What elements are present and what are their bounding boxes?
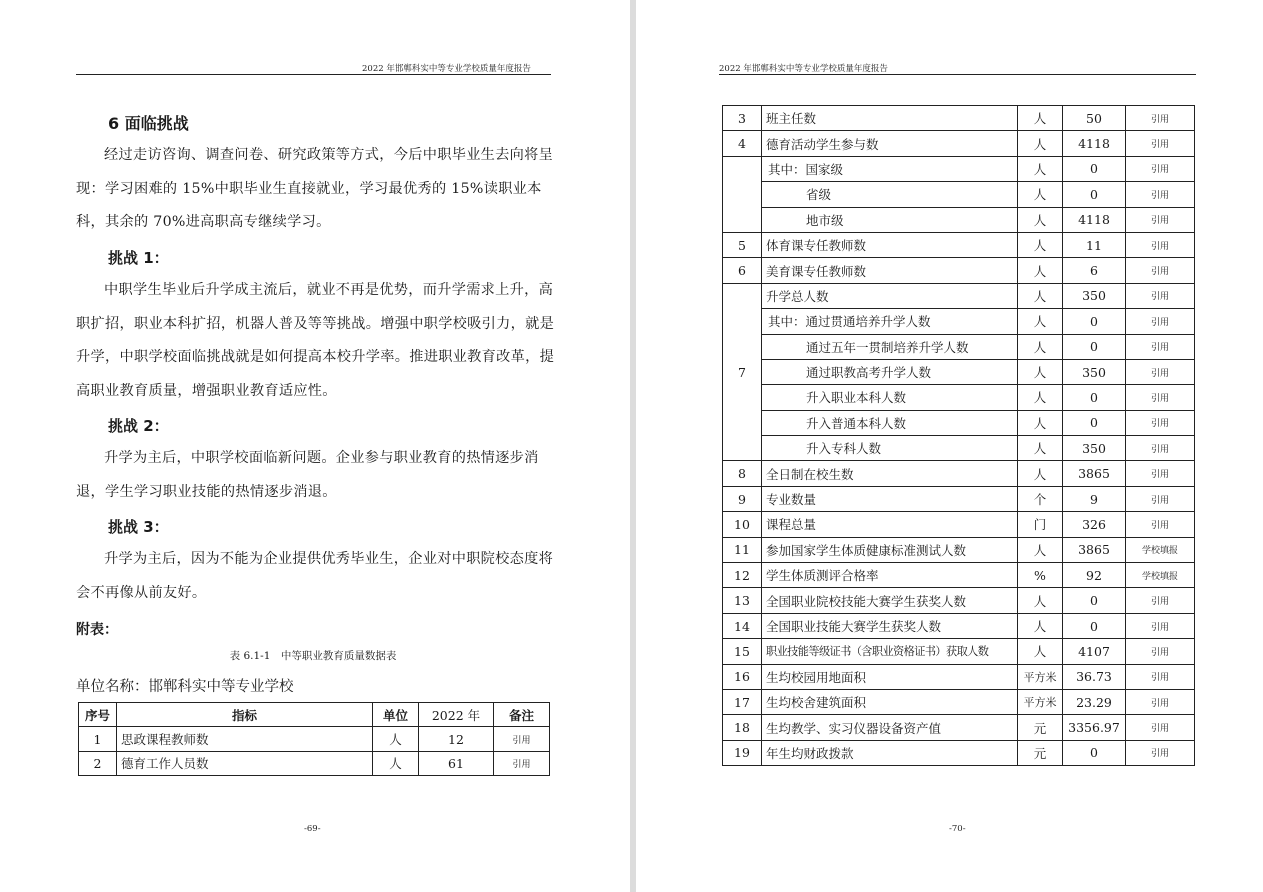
row-indicator: 其中：通过贯通培养升学人数 xyxy=(762,309,1018,334)
row-no: 9 xyxy=(723,486,762,511)
row-indicator: 专业数量 xyxy=(762,486,1018,511)
row-no: 15 xyxy=(723,639,762,664)
row-value: 350 xyxy=(1063,359,1126,384)
row-value: 92 xyxy=(1063,563,1126,588)
challenge-1-title: 挑战 1： xyxy=(108,249,169,267)
row-indicator: 体育课专任教师数 xyxy=(762,232,1018,257)
table-row xyxy=(723,664,1195,689)
header-indicator: 指标 xyxy=(117,703,373,727)
row-value: 0 xyxy=(1063,309,1126,334)
row-value: 0 xyxy=(1063,613,1126,638)
row-unit: 人 xyxy=(1018,436,1063,461)
table-row xyxy=(723,156,1195,181)
row-unit: 个 xyxy=(1018,486,1063,511)
row-unit: 人 xyxy=(1018,537,1063,562)
table-row xyxy=(723,334,1195,359)
row-indicator: 参加国家学生体质健康标准测试人数 xyxy=(762,537,1018,562)
row-note: 引用 xyxy=(1126,740,1195,765)
row-value: 61 xyxy=(419,751,494,775)
row-unit: 人 xyxy=(1018,334,1063,359)
row-unit: 人 xyxy=(1018,385,1063,410)
row-no: 14 xyxy=(723,613,762,638)
row-value: 0 xyxy=(1063,334,1126,359)
row-unit: 人 xyxy=(1018,106,1063,131)
row-unit: 人 xyxy=(1018,258,1063,283)
row-indicator: 通过职教高考升学人数 xyxy=(762,359,1018,384)
row-indicator: 生均教学、实习仪器设备资产值 xyxy=(762,715,1018,740)
quality-data-table-part2 xyxy=(722,105,1195,766)
row-note: 引用 xyxy=(1126,385,1195,410)
row-unit: 平方米 xyxy=(1018,664,1063,689)
table-row xyxy=(723,232,1195,257)
table-header-row xyxy=(79,703,550,727)
table-row xyxy=(723,639,1195,664)
table-row xyxy=(723,410,1195,435)
row-value: 4118 xyxy=(1063,131,1126,156)
row-note: 学校填报 xyxy=(1126,563,1195,588)
row-indicator: 省级 xyxy=(762,182,1018,207)
row-unit: 人 xyxy=(373,727,419,751)
challenge-1-text: 中职学生毕业后升学成主流后，就业不再是优势，而升学需求上升，高职扩招，职业本科扩招，机器人普及等等挑战。增强中职学校吸引力，就是升学，中职学校面临挑战就是如何提高本校升学率。推进职业教育改革，提高职业教育质量，增强职业教育适应性。 xyxy=(76,282,555,399)
table-row xyxy=(723,689,1195,714)
row-value: 36.73 xyxy=(1063,664,1126,689)
row-indicator: 思政课程教师数 xyxy=(117,727,373,751)
row-indicator: 职业技能等级证书（含职业资格证书）获取人数 xyxy=(762,639,1018,664)
table-row xyxy=(723,182,1195,207)
row-value: 9 xyxy=(1063,486,1126,511)
row-indicator: 通过五年一贯制培养升学人数 xyxy=(762,334,1018,359)
row-note: 引用 xyxy=(1126,232,1195,257)
challenge-2-text: 升学为主后，中职学校面临新问题。企业参与职业教育的热情逐步消退，学生学习职业技能的热情逐步消退。 xyxy=(76,450,539,500)
row-note: 引用 xyxy=(1126,613,1195,638)
row-note: 引用 xyxy=(1126,106,1195,131)
row-indicator: 升入普通本科人数 xyxy=(762,410,1018,435)
appendix-label: 附表： xyxy=(76,622,118,638)
table-row xyxy=(723,106,1195,131)
row-note: 引用 xyxy=(1126,715,1195,740)
row-value: 0 xyxy=(1063,182,1126,207)
table-caption: 表 6.1-1 中等职业教育质量数据表 xyxy=(229,650,397,662)
row-indicator: 课程总量 xyxy=(762,512,1018,537)
row-no: 17 xyxy=(723,689,762,714)
row-note: 引用 xyxy=(1126,258,1195,283)
section-title: 6 面临挑战 xyxy=(108,114,189,133)
table-row xyxy=(723,740,1195,765)
row-value: 3356.97 xyxy=(1063,715,1126,740)
row-indicator: 美育课专任教师数 xyxy=(762,258,1018,283)
row-unit: 人 xyxy=(1018,131,1063,156)
row-unit: 人 xyxy=(1018,232,1063,257)
row-value: 4118 xyxy=(1063,207,1126,232)
table-row xyxy=(723,715,1195,740)
row-unit: 人 xyxy=(1018,461,1063,486)
row-unit: 门 xyxy=(1018,512,1063,537)
row-no: 3 xyxy=(723,106,762,131)
table-row xyxy=(723,512,1195,537)
row-value: 0 xyxy=(1063,156,1126,181)
row-no: 12 xyxy=(723,563,762,588)
row-indicator: 年生均财政拨款 xyxy=(762,740,1018,765)
table-row xyxy=(723,613,1195,638)
table-row xyxy=(723,588,1195,613)
row-indicator: 全国职业技能大赛学生获奖人数 xyxy=(762,613,1018,638)
row-unit: 元 xyxy=(1018,715,1063,740)
unit-name: 单位名称：邯郸科实中等专业学校 xyxy=(76,679,294,695)
row-unit: 人 xyxy=(1018,588,1063,613)
row-note: 引用 xyxy=(1126,512,1195,537)
table-row xyxy=(723,258,1195,283)
intro-paragraph: 经过走访咨询、调查问卷、研究政策等方式，今后中职毕业生去向将呈现：学习困难的 15%中职毕业生直接就业，学习最优秀的 15%读职业本科，其余的 70%进高职高专继续学习。 xyxy=(76,147,554,230)
row-value: 11 xyxy=(1063,232,1126,257)
row-note: 引用 xyxy=(1126,207,1195,232)
row-unit: % xyxy=(1018,563,1063,588)
row-note: 引用 xyxy=(1126,182,1195,207)
table-row xyxy=(723,131,1195,156)
row-value: 326 xyxy=(1063,512,1126,537)
row-value: 350 xyxy=(1063,436,1126,461)
row-indicator: 升入职业本科人数 xyxy=(762,385,1018,410)
challenge-3-text: 升学为主后，因为不能为企业提供优秀毕业生，企业对中职院校态度将会不再像从前友好。 xyxy=(76,551,554,601)
row-value: 4107 xyxy=(1063,639,1126,664)
quality-data-table-part1 xyxy=(78,702,550,776)
header-unit: 单位 xyxy=(373,703,419,727)
row-no: 16 xyxy=(723,664,762,689)
page-header: 2022 年邯郸科实中等专业学校质量年度报告 xyxy=(719,64,888,74)
row-note: 引用 xyxy=(1126,156,1195,181)
table-row xyxy=(723,486,1195,511)
row-note: 引用 xyxy=(1126,689,1195,714)
row-no: 19 xyxy=(723,740,762,765)
row-note: 引用 xyxy=(1126,131,1195,156)
header-no: 序号 xyxy=(79,703,117,727)
row-no: 6 xyxy=(723,258,762,283)
row-unit: 人 xyxy=(1018,359,1063,384)
table-row xyxy=(79,727,550,751)
row-value: 0 xyxy=(1063,410,1126,435)
table-row xyxy=(723,563,1195,588)
page-header: 2022 年邯郸科实中等专业学校质量年度报告 xyxy=(362,64,531,74)
page-number: -69- xyxy=(304,824,321,834)
row-note: 引用 xyxy=(494,751,550,775)
row-note: 引用 xyxy=(1126,410,1195,435)
row-no: 13 xyxy=(723,588,762,613)
table-row xyxy=(723,309,1195,334)
row-no: 18 xyxy=(723,715,762,740)
row-note: 引用 xyxy=(1126,359,1195,384)
table-row xyxy=(79,751,550,775)
row-note: 引用 xyxy=(494,727,550,751)
row-indicator: 升入专科人数 xyxy=(762,436,1018,461)
row-indicator: 全国职业院校技能大赛学生获奖人数 xyxy=(762,588,1018,613)
row-value: 350 xyxy=(1063,283,1126,308)
table-row xyxy=(723,385,1195,410)
header-note: 备注 xyxy=(494,703,550,727)
row-indicator: 生均校园用地面积 xyxy=(762,664,1018,689)
row-indicator: 德育工作人员数 xyxy=(117,751,373,775)
row-unit: 人 xyxy=(1018,182,1063,207)
row-no: 5 xyxy=(723,232,762,257)
table-row xyxy=(723,359,1195,384)
row-no: 4 xyxy=(723,131,762,156)
row-unit: 人 xyxy=(1018,639,1063,664)
row-note: 引用 xyxy=(1126,639,1195,664)
row-no: 10 xyxy=(723,512,762,537)
row-no: 8 xyxy=(723,461,762,486)
row-no: 2 xyxy=(79,751,117,775)
row-note: 引用 xyxy=(1126,309,1195,334)
row-no: 7 xyxy=(723,283,762,461)
row-indicator: 其中：国家级 xyxy=(762,156,1018,181)
row-unit: 人 xyxy=(1018,309,1063,334)
challenge-2-title: 挑战 2： xyxy=(108,417,169,435)
row-indicator: 全日制在校生数 xyxy=(762,461,1018,486)
table-row xyxy=(723,207,1195,232)
row-value: 0 xyxy=(1063,740,1126,765)
row-indicator: 生均校舍建筑面积 xyxy=(762,689,1018,714)
table-row xyxy=(723,461,1195,486)
row-note: 引用 xyxy=(1126,436,1195,461)
row-unit: 人 xyxy=(1018,613,1063,638)
challenge-3-title: 挑战 3： xyxy=(108,518,169,536)
row-value: 0 xyxy=(1063,385,1126,410)
row-indicator: 地市级 xyxy=(762,207,1018,232)
row-unit: 人 xyxy=(1018,410,1063,435)
row-note: 引用 xyxy=(1126,588,1195,613)
row-note: 引用 xyxy=(1126,334,1195,359)
table-row xyxy=(723,283,1195,308)
header-year: 2022 年 xyxy=(419,703,494,727)
row-unit: 人 xyxy=(1018,207,1063,232)
row-indicator: 升学总人数 xyxy=(762,283,1018,308)
header-rule xyxy=(719,74,1196,75)
row-indicator: 班主任数 xyxy=(762,106,1018,131)
row-unit: 人 xyxy=(1018,283,1063,308)
row-value: 3865 xyxy=(1063,537,1126,562)
row-note: 引用 xyxy=(1126,461,1195,486)
table-row xyxy=(723,436,1195,461)
row-value: 50 xyxy=(1063,106,1126,131)
row-no: 11 xyxy=(723,537,762,562)
row-unit: 元 xyxy=(1018,740,1063,765)
row-unit: 人 xyxy=(373,751,419,775)
row-no: 1 xyxy=(79,727,117,751)
row-no xyxy=(723,156,762,232)
row-note: 引用 xyxy=(1126,283,1195,308)
page-number: -70- xyxy=(949,824,966,834)
row-indicator: 学生体质测评合格率 xyxy=(762,563,1018,588)
row-value: 6 xyxy=(1063,258,1126,283)
row-note: 学校填报 xyxy=(1126,537,1195,562)
table-row xyxy=(723,537,1195,562)
row-indicator: 德育活动学生参与数 xyxy=(762,131,1018,156)
row-value: 12 xyxy=(419,727,494,751)
row-value: 0 xyxy=(1063,588,1126,613)
row-unit: 平方米 xyxy=(1018,689,1063,714)
header-rule xyxy=(76,74,551,75)
left-page xyxy=(0,0,630,892)
row-note: 引用 xyxy=(1126,664,1195,689)
row-unit: 人 xyxy=(1018,156,1063,181)
row-value: 23.29 xyxy=(1063,689,1126,714)
row-value: 3865 xyxy=(1063,461,1126,486)
row-note: 引用 xyxy=(1126,486,1195,511)
